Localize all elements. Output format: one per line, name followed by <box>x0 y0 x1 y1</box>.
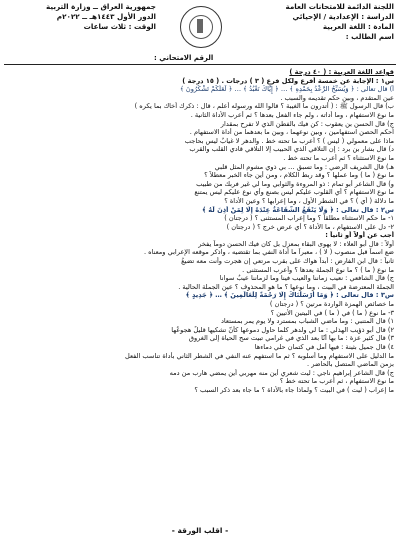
header-left-line: الوقت : ثلاث ساعات <box>83 22 156 31</box>
question-line: ما خصائص الهمزة الواردة مرتين ؟ ( درجتان ) <box>269 300 394 309</box>
header-divider <box>4 64 396 65</box>
question-heading: س٢ : قال تعالى : ﴿ وَلَا يَنْفَعُ الشَّفَاعَةُ عِنْدَهُ إِلَّا لِمَنْ أَذِنَ لَهُ ﴾ <box>202 205 394 214</box>
question-line: ما دلالة ( أي ) ؟ في الشطر الأول ، وما إعرابها ؟ وعين الأداة ؟ <box>224 196 394 205</box>
exam-body <box>6 68 394 395</box>
seat-number-label: الرقم الامتحاني : <box>154 54 214 62</box>
question-line: أولاً : قال أبو العلاء : لا يهوى البقاء بمعزل بل كان فيك الحسن دوماً يفخر <box>198 239 394 248</box>
question-heading: س٣ : قال تعالى : ﴿ وَمَا أَرْسَلْنَاكَ إِلَّا رَحْمَةً لِلْعَالَمِينَ ﴾ … ﴿ جَدِيدٍ ﴾ <box>185 291 394 300</box>
header-right-line: الدراسة : الإعدادية / الإحيائي <box>292 12 394 21</box>
question-line: ما نوع الاستفهام ؟ أي القلوب عليكم ليس بصنع وأي نوع عليكم ليس يمتنع <box>194 188 394 197</box>
question-line: و) قال الشاعر أبو تمام : ذو المروءة والثوابي وما لي غير فربك من طبيب <box>196 179 394 188</box>
question-line: أجب عن أولاً أو ثانياً : <box>325 231 394 240</box>
question-line: ج) قال الشاعر إبراهيم ناجي : ليت شعري أين منه مهربي أين يمضي هارب من دمه <box>169 368 394 377</box>
question-line: بزمن الماضي المتصل بالحاضر . <box>307 360 394 369</box>
question-line: ٢- دل على الاستفهام ، ما الأداة ؟ أي عرض خرج ؟ ( درجتان ) <box>226 222 394 231</box>
question-line: ما نوع ( ما ) وما عملها ؟ وقد ربط الكلام ، ومن أين جاء الخبر معطلاً ؟ <box>204 171 394 180</box>
header-left-line: الدور الأول ١٤٤٣هـ ــ ٢٠٢٢م <box>56 12 156 21</box>
question-heading: س١ : الإجابة عن خمسة أفرع ولكل فرع ( ٣ ) درجات . ( ١٥ درجة ) <box>182 76 394 85</box>
turn-page-note: - اقلب الورقة - <box>171 526 229 535</box>
question-line: ج) قال الحسن بن يعقوب : كن فيك بالفطن الذي لا تفرح بمقدار <box>220 119 394 128</box>
question-line: الجملة المعترضة في البيت ، وما نوعها ؟ ما هو المحذوف ؟ عين الجملة الحالية . <box>178 282 394 291</box>
question-line: ما نوع الاستثناء ؟ ثم أعرب ما تحته خط . <box>283 153 394 162</box>
question-line: ١) قال المتنبي : وما ماضي الشباب بمسترد ولا يوم يمر بمستعاد <box>220 317 394 326</box>
question-line: ٣) قال كثير عزة : ما بها أنّا بعد الذي في غرامي تبيت سح الحياة إلى الغروق <box>188 334 394 343</box>
header-right-line: اسم الطالب : <box>345 32 394 41</box>
question-line: ب) قال الرسول ﷺ : ( أتدرون ما الغيبة ؟ قالوا الله ورسوله أعلم ، قال : ذكرك أخاك بما يكره ) <box>134 102 394 111</box>
question-line: عين المتقدم ، وبين حكم تقديمه والسبب . <box>280 93 394 102</box>
header-right-block <box>244 2 394 42</box>
question-line: ١- ما حكم الاستثناء مطلقاً ؟ وما إعراب المستثنى ؟ ( درجتان ) <box>224 214 394 223</box>
question-line: ثانياً : قال ابن الفارض : أبداً هواك على بقرب مرتعي إن هجرت وأنت معه تضيعُ <box>181 257 394 266</box>
question-line: ما نوع الاستفهام ، ثم أعرب ما تحته خط ؟ <box>279 377 394 386</box>
header-right-line: المادة : اللغة العربية <box>322 22 394 31</box>
question-line: ما الدليل على الاستفهام وما أسلوبه ؟ ثم ما استفهم عنه النفي في الشطر الثاني بأداة تناسب الفعل <box>124 351 394 360</box>
header-left-line: جمهورية العراق ــ وزارة التربية <box>46 2 156 11</box>
question-line: ضع اسماً قبل منصوب ( لا ) ، معبراً ما أداة النفي بما تقتضيه ، واذكر موقعه الإعرابي ومعناه . <box>143 248 394 257</box>
header-right-line: اللجنة الدائمة للامتحانات العامة <box>285 2 394 11</box>
question-line: اُحكم الحصن استفهامين ، وبين نوعهما ، وبين ما بعدهما من أداة الاستفهام . <box>189 128 394 137</box>
question-line: ماذا على معمولي ( ليس ) ؟ أعرب ما تحته خط . والدهر لا غيابٌ ليس بحاجب <box>184 136 394 145</box>
question-line: ما نوع الاستفهام ، وما أداته ، ولم جاء الفعل بعدها ؟ ثم أعرب الأداة الثانية . <box>190 110 394 119</box>
section-title: قواعد اللغة العربية : ( ٤٠ درجة ) <box>289 68 394 76</box>
question-line: ما نوع ( ما ) ؟ ما نوع الجملة بعدها ؟ وأعرب المستثنى . <box>242 265 394 274</box>
header-left-block <box>6 2 156 32</box>
question-line: ٢) قال أبو ذؤيب الهذلي : ما لي ولدهر كلما حاول دموعها كأنّ تشكيها قليلٌ هجوعُها <box>171 325 394 334</box>
question-line: أ) قال تعالى : ﴿ وَيُسَبِّحُ الرَّعْدُ بِحَمْدِهِ ﴾ … ﴿ إِيَّاكَ نَعْبُدُ ﴾ … ﴿ لَعَلَّكُمْ تَشْكُرُونَ ﴾ <box>179 85 394 94</box>
question-line: ما إعراب ( ليت ) في البيت ؟ ولماذا جاء بالأداة ؟ ما جاء بعد ذكر السبب ؟ <box>194 385 394 394</box>
exam-header <box>4 2 396 64</box>
question-line: هـ) قال الشريف الرضي : وما تسبق … بي ذوي مشوم المثل قلبي <box>214 162 394 171</box>
question-line: د) قال بشار بن برد : إن التلاقي الذي الحبيب إلا التلاقي قادي القلب والقرب <box>189 145 394 154</box>
question-line: ٤) قال جميل بثينة : فيها أمل في كتمان حلي دماءها <box>254 343 394 351</box>
question-line: ج) قال الشافعي : نعيب زماننا والعيب فينا وما لزماننا عيبٌ سوانا <box>219 274 394 283</box>
question-line: ٣- ما نوع ( ما ) في ( ما ) في البيتين الأتيين ؟ <box>270 308 394 317</box>
ministry-emblem-icon <box>180 6 222 48</box>
